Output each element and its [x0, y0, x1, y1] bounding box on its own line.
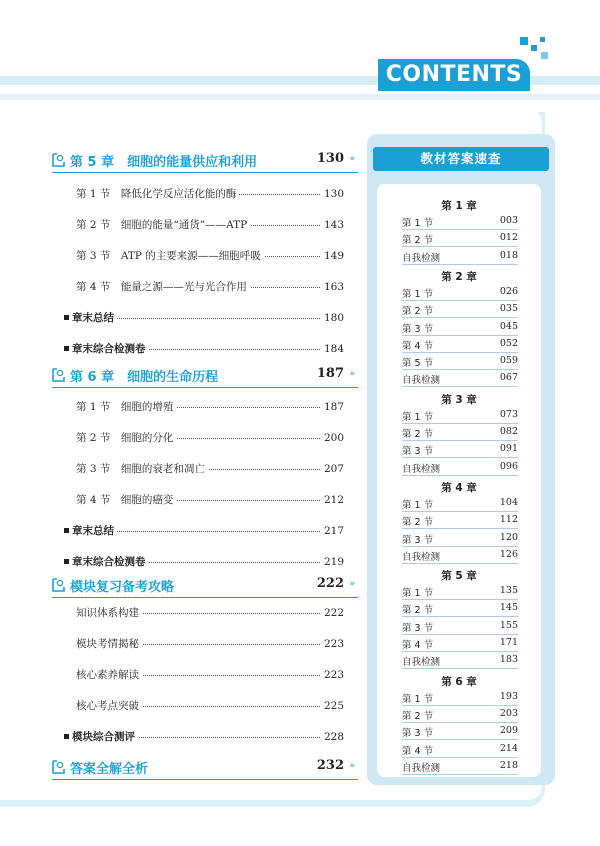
- sidebar-answer-row[interactable]: [402, 497, 518, 512]
- header-stripe-thin: [0, 94, 600, 100]
- sidebar-answer-row[interactable]: [402, 691, 518, 706]
- toc-entry[interactable]: [76, 247, 344, 265]
- sidebar-answer-row[interactable]: [402, 743, 518, 758]
- sidebar-answer-row[interactable]: [402, 426, 518, 441]
- chapter-page-number: 232: [316, 758, 344, 773]
- sidebar-answer-row[interactable]: [402, 461, 518, 476]
- deco-square: [540, 37, 545, 42]
- sidebar-row-page: 193: [499, 690, 518, 702]
- sidebar-row-label: 第 4 节: [402, 640, 434, 651]
- sidebar-row-page: 120: [499, 531, 518, 543]
- toc-entry[interactable]: [76, 429, 344, 447]
- sidebar-row-label: 第 5 节: [402, 358, 434, 370]
- chapter-heading[interactable]: [52, 575, 358, 598]
- toc-entry-text: 第 1 节 细胞的增殖: [76, 401, 174, 413]
- double-chevron-icon: »: [349, 369, 355, 379]
- sidebar-row-page: 209: [499, 725, 518, 737]
- contents-title: CONTENTS: [385, 62, 523, 87]
- sidebar-row-label: 第 1 节: [402, 588, 434, 600]
- sidebar-chapter-heading: 第 6 章: [441, 675, 477, 688]
- toc-entry-text: 章末综合检测卷: [72, 343, 146, 355]
- toc-entry-text: 章末总结: [72, 312, 114, 324]
- sidebar-row-page: 059: [499, 355, 518, 367]
- toc-entry-text: 模块综合测评: [72, 731, 135, 743]
- toc-entry[interactable]: [64, 553, 344, 571]
- sidebar-row-page: 045: [499, 320, 518, 332]
- sidebar-row-label: 自我检测: [402, 463, 441, 475]
- sidebar-chapter-heading: 第 3 章: [441, 393, 477, 406]
- sidebar-row-page: 096: [499, 460, 518, 472]
- sidebar-answer-row[interactable]: [402, 215, 518, 230]
- sidebar-row-page: 082: [499, 426, 518, 437]
- sidebar-answer-row[interactable]: [402, 620, 518, 635]
- sidebar-row-label: 第 1 节: [402, 218, 434, 229]
- chapter-page-number: 222: [316, 576, 344, 591]
- sidebar-row-page: 155: [499, 619, 518, 631]
- toc-entry-page: 207: [320, 460, 344, 478]
- sidebar-row-page: 171: [499, 637, 518, 648]
- sidebar-answer-row[interactable]: [402, 585, 518, 600]
- toc-entry[interactable]: [64, 309, 344, 327]
- toc-entry[interactable]: [76, 398, 344, 416]
- sidebar-answer-row[interactable]: [402, 443, 518, 458]
- toc-entry-label: [64, 340, 149, 358]
- toc-entry-label: [64, 522, 117, 540]
- toc-entry-page: 212: [320, 491, 344, 509]
- toc-entry-text: 知识体系构建: [76, 607, 139, 619]
- toc-entry-text: 第 3 节 细胞的衰老和凋亡: [76, 463, 205, 475]
- toc-entry[interactable]: [76, 460, 344, 478]
- toc-entry-page: 200: [320, 429, 344, 447]
- toc-entry-label: [76, 604, 142, 622]
- sidebar-row-label: 第 1 节: [402, 411, 434, 423]
- toc-entry[interactable]: [64, 522, 344, 540]
- sidebar-answer-row[interactable]: [402, 514, 518, 529]
- sidebar-row-page: 214: [499, 742, 518, 754]
- chapter-page-number: 130: [316, 151, 344, 166]
- sidebar-row-label: 自我检测: [402, 762, 441, 774]
- sidebar-row-page: 126: [499, 548, 518, 560]
- sidebar-row-label: 自我检测: [402, 657, 441, 669]
- double-chevron-icon: »: [349, 579, 355, 589]
- sidebar-row-page: 183: [499, 654, 518, 666]
- sidebar-row-label: 第 1 节: [402, 499, 434, 511]
- toc-entry-page: 180: [320, 309, 344, 327]
- toc-entry[interactable]: [76, 635, 344, 653]
- sidebar-row-page: 203: [499, 707, 518, 719]
- sidebar-chapter-heading: 第 2 章: [441, 270, 477, 283]
- sidebar-row-page: 035: [499, 303, 518, 315]
- sidebar-chapter-heading: 第 4 章: [441, 481, 477, 494]
- sidebar-answer-row[interactable]: [402, 602, 518, 617]
- toc-entry-text: 核心考点突破: [76, 700, 139, 712]
- sidebar-row-page: 091: [499, 443, 518, 455]
- sidebar-row-page: 012: [499, 232, 518, 244]
- toc-entry-text: 模块考情揭秘: [76, 638, 139, 650]
- sidebar-title: 教材答案速查: [420, 151, 502, 166]
- sidebar-row-label: 第 3 节: [402, 728, 434, 740]
- sidebar-answer-row[interactable]: [402, 708, 518, 723]
- chapter-bracket-icon: [52, 153, 65, 167]
- toc-entry-page: 187: [320, 398, 344, 416]
- toc-entry-text: 第 3 节 ATP 的主要来源——细胞呼吸: [76, 250, 261, 262]
- sidebar-row-label: 第 1 节: [402, 288, 434, 300]
- sidebar-row-label: 第 3 节: [402, 622, 434, 634]
- sidebar-answer-row[interactable]: [402, 549, 518, 564]
- chapter-bracket-icon: [52, 368, 65, 382]
- sidebar-row-label: 第 2 节: [402, 710, 434, 722]
- toc-entry-text: 第 4 节 细胞的癌变: [76, 494, 174, 506]
- toc-entry-text: 章末总结: [72, 525, 114, 537]
- toc-entry[interactable]: [76, 666, 344, 684]
- sidebar-answer-row[interactable]: [402, 654, 518, 669]
- deco-square: [520, 37, 528, 45]
- chapter-bracket-icon: [52, 578, 65, 592]
- toc-entry-label: [76, 398, 176, 416]
- chapter-title: 第 5 章 细胞的能量供应和利用: [70, 155, 258, 170]
- toc-entry-label: [76, 429, 176, 447]
- toc-entry-text: 第 2 节 细胞的能量“通货”——ATP: [76, 219, 248, 231]
- toc-entry[interactable]: [76, 697, 344, 715]
- sidebar-row-page: 052: [499, 337, 518, 349]
- toc-entry-page: 184: [320, 340, 344, 358]
- toc-entry-page: 225: [320, 697, 344, 715]
- double-chevron-icon: »: [349, 761, 355, 771]
- toc-entry[interactable]: [64, 340, 344, 358]
- sidebar-row-page: 067: [499, 372, 518, 384]
- toc-entry-page: 223: [320, 666, 344, 684]
- sidebar-row-page: 135: [499, 585, 518, 597]
- chapter-heading[interactable]: [52, 150, 358, 173]
- sidebar-answer-row[interactable]: [402, 532, 518, 547]
- deco-square: [531, 45, 537, 51]
- sidebar-chapter-heading: 第 5 章: [441, 570, 477, 583]
- toc-entry[interactable]: [64, 728, 344, 746]
- sidebar-row-label: 第 3 节: [402, 323, 434, 335]
- toc-entry[interactable]: [76, 491, 344, 509]
- sidebar-row-label: 自我检测: [402, 375, 441, 387]
- sidebar-row-label: 第 4 节: [402, 745, 434, 757]
- chapter-bracket-icon: [52, 760, 65, 774]
- sidebar-answer-row[interactable]: [402, 355, 518, 370]
- sidebar-row-label: 第 2 节: [402, 235, 434, 247]
- sidebar-row-label: 自我检测: [402, 252, 441, 264]
- square-bullet-icon: [64, 528, 69, 533]
- sidebar-answer-row[interactable]: [402, 409, 518, 424]
- toc-entry-label: [64, 309, 117, 327]
- toc-entry-label: [76, 247, 264, 265]
- double-chevron-icon: »: [349, 154, 355, 164]
- sidebar-answer-row[interactable]: [402, 760, 518, 775]
- sidebar-row-label: 第 4 节: [402, 340, 434, 352]
- toc-entry[interactable]: [76, 604, 344, 622]
- sidebar-row-page: 073: [499, 408, 518, 420]
- chapter-heading[interactable]: [52, 757, 358, 780]
- toc-entry-page: 217: [320, 522, 344, 540]
- sidebar-row-label: 第 3 节: [402, 534, 434, 546]
- sidebar-row-label: 第 1 节: [402, 693, 434, 705]
- sidebar-chapter-heading: 第 1 章: [441, 200, 477, 212]
- sidebar-answer-row[interactable]: [402, 250, 518, 265]
- chapter-title: 模块复习备考攻略: [70, 580, 175, 595]
- chapter-page-number: 187: [316, 366, 344, 381]
- deco-square: [541, 52, 548, 59]
- toc-entry-text: 核心素养解读: [76, 669, 139, 681]
- sidebar-row-page: 003: [499, 215, 518, 226]
- sidebar-row-page: 104: [499, 496, 518, 508]
- toc-entry-page: 163: [320, 278, 344, 296]
- square-bullet-icon: [64, 346, 69, 351]
- square-bullet-icon: [64, 559, 69, 564]
- toc-entry[interactable]: [76, 216, 344, 234]
- sidebar-answer-row[interactable]: [402, 372, 518, 387]
- sidebar-row-label: 第 2 节: [402, 306, 434, 318]
- toc-entry-label: [76, 635, 142, 653]
- toc-entry-page: 222: [320, 604, 344, 622]
- toc-entry-label: [76, 666, 142, 684]
- toc-entry[interactable]: [76, 185, 344, 203]
- sidebar-row-page: 026: [499, 285, 518, 297]
- sidebar-row-label: 第 2 节: [402, 429, 434, 440]
- toc-entry[interactable]: [76, 278, 344, 296]
- toc-entry-page: 143: [320, 216, 344, 234]
- square-bullet-icon: [64, 734, 69, 739]
- sidebar-row-page: 018: [499, 249, 518, 261]
- toc-entry-page: 223: [320, 635, 344, 653]
- sidebar-answer-row[interactable]: [402, 286, 518, 301]
- sidebar-row-label: 第 2 节: [402, 605, 434, 617]
- toc-entry-label: [76, 491, 176, 509]
- square-bullet-icon: [64, 315, 69, 320]
- sidebar-row-label: 第 2 节: [402, 517, 434, 529]
- toc-entry-label: [64, 553, 149, 571]
- toc-entry-page: 219: [320, 553, 344, 571]
- sidebar-answer-row[interactable]: [402, 303, 518, 318]
- sidebar-row-page: 218: [499, 759, 518, 771]
- sidebar-row-label: 第 3 节: [402, 446, 434, 458]
- toc-entry-text: 第 4 节 能量之源——光与光合作用: [76, 281, 247, 293]
- toc-entry-label: [64, 728, 138, 746]
- toc-entry-page: 130: [320, 185, 344, 203]
- sidebar-row-label: 自我检测: [402, 551, 441, 563]
- sidebar-answer-row[interactable]: [402, 725, 518, 740]
- toc-entry-label: [76, 185, 239, 203]
- sidebar-answer-row[interactable]: [402, 321, 518, 336]
- chapter-title: 第 6 章 细胞的生命历程: [70, 370, 219, 385]
- toc-entry-text: 章末综合检测卷: [72, 556, 146, 568]
- toc-entry-page: 149: [320, 247, 344, 265]
- toc-entry-label: [76, 216, 250, 234]
- sidebar-row-page: 112: [499, 514, 518, 526]
- toc-entry-text: 第 2 节 细胞的分化: [76, 432, 174, 444]
- sidebar-answer-row[interactable]: [402, 637, 518, 652]
- toc-entry-page: 228: [320, 728, 344, 746]
- toc-entry-label: [76, 278, 250, 296]
- chapter-title: 答案全解全析: [70, 762, 149, 777]
- toc-entry-label: [76, 460, 208, 478]
- chapter-heading[interactable]: [52, 365, 358, 388]
- sidebar-answer-row[interactable]: [402, 338, 518, 353]
- sidebar-answer-row[interactable]: [402, 232, 518, 247]
- toc-entry-text: 第 1 节 降低化学反应活化能的酶: [76, 188, 237, 200]
- toc-entry-label: [76, 697, 142, 715]
- sidebar-row-page: 145: [499, 602, 518, 614]
